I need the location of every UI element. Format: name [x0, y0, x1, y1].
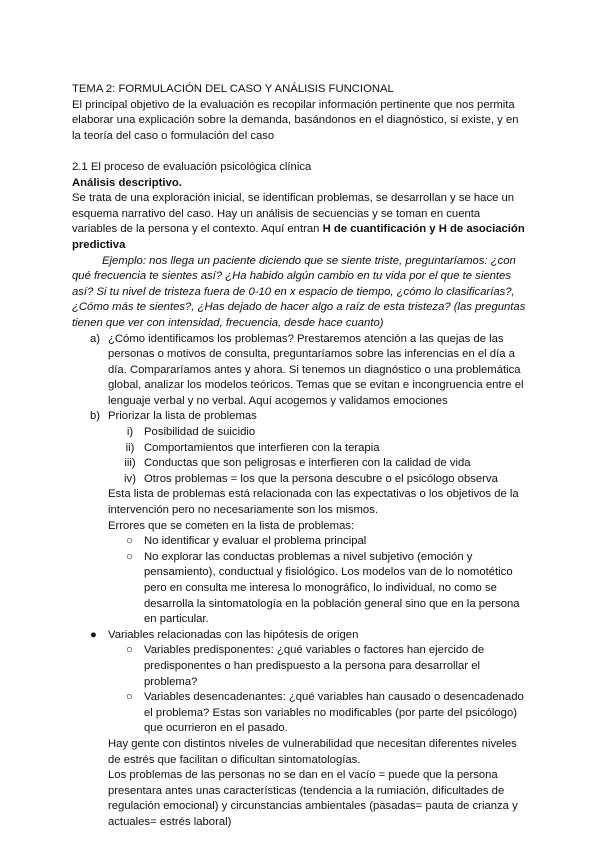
sub-text: Posibilidad de suicidio: [144, 426, 256, 439]
list-text: Priorizar la lista de problemas: [108, 410, 257, 423]
sub-item-ii: [116, 441, 528, 457]
list-note: Esta lista de problemas está relacionada con las expectativas o los objetivos de la intervención pero no necesariamente son los mismos.: [108, 488, 519, 517]
sub-item-i: [116, 425, 528, 441]
list-label: a): [90, 332, 101, 345]
vulnerability-paragraph: Hay gente con distintos niveles de vulnerabilidad que necesitan diferentes niveles de estrés que facilitan o dificultan sintomatologías.: [108, 737, 517, 766]
list-label: b): [90, 410, 101, 423]
sub-label: i): [126, 426, 134, 439]
circle-bullet-icon: ○: [126, 644, 133, 657]
sub-text: Comportamientos que interfieren con la terapia: [144, 441, 380, 454]
document-page: [72, 82, 528, 831]
variable-item: [126, 690, 528, 737]
sub-item-iv: [116, 472, 528, 488]
variable-text: Variables predisponentes: ¿qué variables o factores han ejercido de predisponentes o han predispuesto a la persona para desarrollar el problema?: [144, 644, 485, 688]
context-paragraph: Los problemas de las personas no se dan en el vacío = puede que la persona presentara antes unas características (tendencia a la rumiación, dificultades de regulación emocional) y circunstancias ambientales (pasadas= pauta de crianza y actuales= estrés laboral): [108, 769, 518, 828]
list-item-a: [90, 332, 528, 410]
circle-bullet-icon: ○: [126, 535, 133, 548]
list-item-b: [90, 409, 528, 425]
bullet-text: Variables relacionadas con las hipótesis de origen: [108, 628, 359, 641]
error-text: No identificar y evaluar el problema principal: [144, 535, 367, 548]
bullet-icon: ●: [90, 628, 97, 641]
spacer: [72, 144, 528, 160]
paragraph-analysis-bold: H de cuantificación y H de asociación predictiva: [72, 223, 525, 251]
circle-bullet-icon: ○: [126, 550, 133, 563]
circle-bullet-icon: ○: [126, 691, 133, 704]
paragraph-analysis-text: Se trata de una exploración inicial, se identifican problemas, se desarrollan y se hace un esquema narrativo del caso. Hay un análisis de secuencias y se toman en cuenta variables de la persona y el contexto. Aquí entran: [72, 192, 515, 236]
example-paragraph: Ejemplo: nos llega un paciente diciendo que se siente triste, preguntaríamos: ¿con qué frecuencia te sientes así? ¿Ha habido algún cambio en tu vida por el que te sientes así? Si tu nivel de tristeza fuera de 0-10 en x espacio de tiempo, ¿cómo lo clasificarías?, ¿Cómo más te sientes?, ¿Has dejado de hacer algo a raíz de esta tristeza? (las preguntas tienen que ver con intensidad, frecuencia, desde hace cuanto): [72, 254, 526, 329]
bullet-item-variables: [90, 628, 528, 644]
sub-label: ii): [125, 441, 135, 454]
section-title: 2.1 El proceso de evaluación psicológica clínica: [72, 160, 312, 173]
paragraph-analysis: [72, 191, 528, 253]
sub-text: Conductas que son peligrosas e interfieren con la calidad de vida: [144, 457, 471, 470]
sub-label: iii): [124, 457, 136, 470]
intro-paragraph: El principal objetivo de la evaluación es recopilar información pertinente que nos permita elaborar una explicación sobre la demanda, basándonos en el diagnóstico, si existe, y en la teoría del caso o formulación del caso: [72, 98, 519, 142]
errors-title: Errores que se cometen en la lista de problemas:: [108, 519, 355, 532]
variable-text: Variables desencadenantes: ¿qué variables han causado o desencadenado el problema? Estas son variables no modificables (por parte del psicólogo) que ocurrieron en el pasado.: [144, 691, 524, 735]
error-item: [126, 534, 528, 550]
list-text: ¿Cómo identificamos los problemas? Prestaremos atención a las quejas de las personas o motivos de consulta, preguntaríamos sobre las inferencias en el día a día. Compararíamos antes y ahora. Si tenemos un diagnóstico o una problemática global, analizar los modelos teóricos. Temas que se evitan e incongruencia entre el lenguaje verbal y no verbal. Aquí acogemos y validamos emociones: [108, 332, 524, 407]
error-item: [126, 550, 528, 628]
variable-item: [126, 643, 528, 690]
subheading: Análisis descriptivo.: [72, 176, 182, 189]
sub-label: iv): [124, 472, 136, 485]
error-text: No explorar las conductas problemas a nivel subjetivo (emoción y pensamiento), conductual y fisiológico. Los modelos van de lo nomotético pero en consulta me interesa lo monográfico, lo individual, no como se desarrolla la sintomatología en la población general sino que en la persona en particular.: [144, 550, 520, 626]
sub-item-iii: [116, 456, 528, 472]
sub-text: Otros problemas = los que la persona descubre o el psicólogo observa: [144, 472, 498, 485]
page-title: TEMA 2: FORMULACIÓN DEL CASO Y ANÁLISIS FUNCIONAL: [72, 83, 394, 95]
